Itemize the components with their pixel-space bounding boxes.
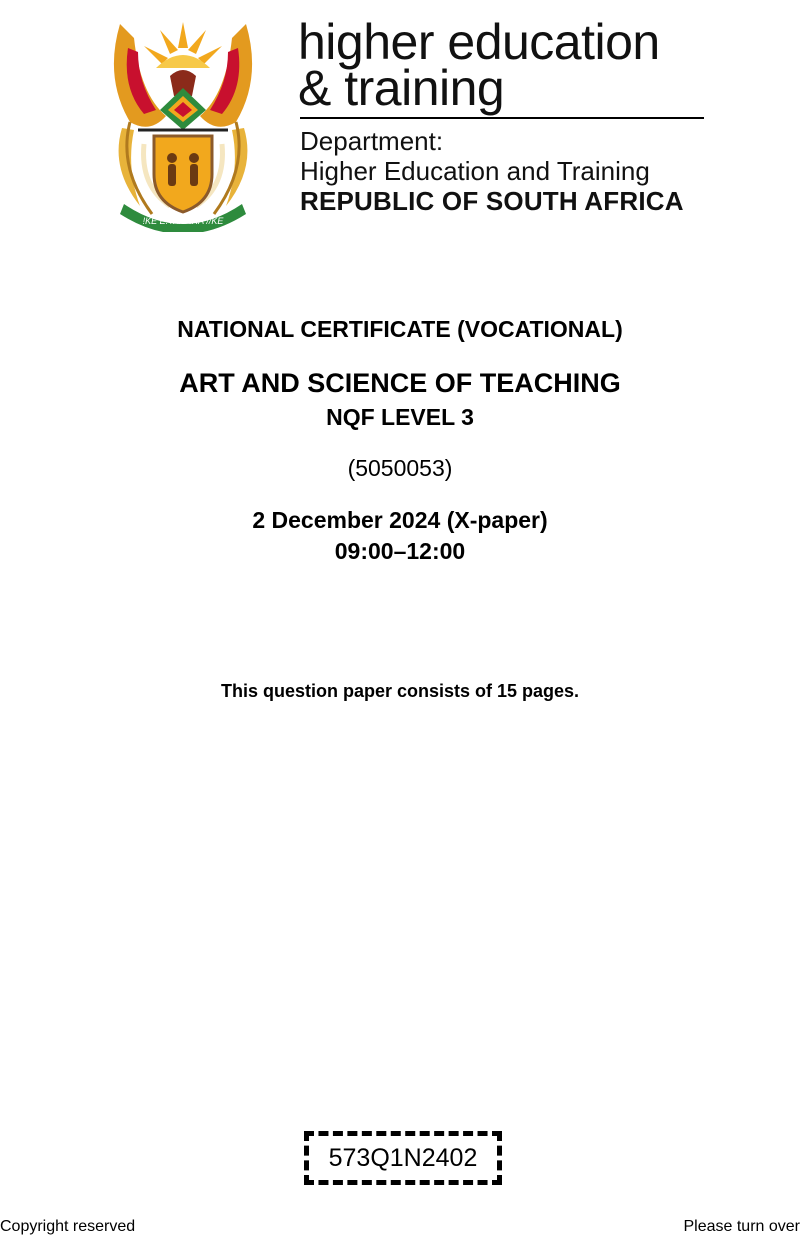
sun-icon — [144, 22, 222, 68]
dept-wordmark-line-1: higher education — [298, 14, 660, 70]
dept-wordmark-line-2: & training — [298, 60, 505, 116]
coat-of-arms-logo — [100, 18, 266, 232]
nqf-level: NQF LEVEL 3 — [326, 404, 474, 430]
footer-turn-over: Please turn over — [683, 1218, 800, 1235]
dept-country: REPUBLIC OF SOUTH AFRICA — [300, 186, 684, 216]
shield-icon — [154, 136, 212, 212]
footer-copyright: Copyright reserved — [0, 1218, 136, 1235]
subject-title: ART AND SCIENCE OF TEACHING — [179, 368, 621, 398]
pages-note: This question paper consists of 15 pages. — [220, 681, 580, 701]
subject-code: (5050053) — [347, 455, 453, 481]
certificate-title: NATIONAL CERTIFICATE (VOCATIONAL) — [177, 316, 623, 342]
header-divider — [300, 117, 704, 119]
coat-motto: !KE E: /XARRA //KE — [142, 216, 224, 226]
dept-name: Higher Education and Training — [300, 156, 650, 186]
dept-label: Department: — [300, 126, 444, 156]
exam-time: 09:00–12:00 — [334, 538, 466, 564]
paper-code-box: 573Q1N2402 — [304, 1131, 502, 1185]
protea-icon — [160, 88, 206, 130]
exam-date: 2 December 2024 (X-paper) — [252, 507, 548, 533]
